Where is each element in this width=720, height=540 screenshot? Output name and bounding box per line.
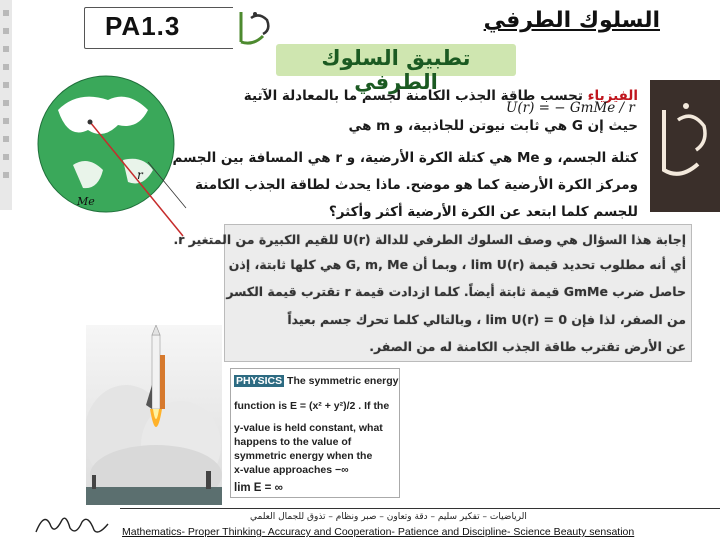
english-answer: lim E = ∞ <box>234 482 283 494</box>
english-line-1 <box>234 375 399 387</box>
lesson-code: PA1.3 <box>105 11 181 41</box>
english-line-6: x-value approaches −∞ <box>234 464 349 476</box>
english-physics-tag: PHYSICS <box>236 375 283 387</box>
topic-title: السلوك الطرفي <box>483 8 660 33</box>
footer-rule <box>120 508 720 509</box>
potential-energy-formula: U(r) = − GmMe / r <box>506 100 635 116</box>
shuttle-launch-photo <box>86 325 222 505</box>
problem-line-5: للجسم كلما ابتعد عن الكرة الأرضية أكثر وأكثر؟ <box>328 204 638 220</box>
english-line-1-text: The symmetric energy <box>287 375 399 387</box>
problem-line-1-text: تحسب طاقة الجذب الكامنة لجسم ما بالمعادلة الآتية <box>243 88 583 104</box>
answer-line-1: إجابة هذا السؤال هي وصف السلوك الطرفي للدالة U(r) للقيم الكبيرة من المتغير r. <box>173 232 686 247</box>
answer-line-3: حاصل ضرب GmMe قيمة ثابتة أيضاً. كلما ازدادت قيمة r تقترب قيمة الكسر <box>226 284 686 299</box>
english-line-4: happens to the value of <box>234 436 352 448</box>
problem-line-3: كتلة الجسم، و Me هي كتلة الكرة الأرضية، و r هي المسافة بين الجسم <box>172 150 638 166</box>
iqraa-side-logo <box>650 80 720 212</box>
answer-line-2: أي أنه مطلوب تحديد قيمة lim U(r) ، وبما أن G, m, Me هي كلها ثابتة، إذن <box>228 257 686 272</box>
answer-line-4: من الصفر، لذا فإن lim U(r) = 0 ، وبالتالي كلما تحرك جسم بعيداً <box>287 312 686 327</box>
footer-arabic-values: الرياضيات – تفكير سليم – دقة وتعاون – صبر ونظام – تذوق للجمال العلمي <box>250 512 527 522</box>
footer-english-values: Mathematics- Proper Thinking- Accuracy and Cooperation- Patience and Discipline- Science Beauty sensation <box>122 526 635 538</box>
answer-line-5: عن الأرض تقترب طاقة الجذب الكامنة له من الصفر. <box>369 339 686 354</box>
problem-line-4: ومركز الكرة الأرضية كما هو موضح. ماذا يحدث لطاقة الجذب الكامنة <box>195 177 638 193</box>
problem-line-2: حيث إن G هي ثابت نيوتن للجاذبية، و m هي <box>348 118 638 134</box>
physics-tag: الفيزياء <box>587 88 638 104</box>
section-title: تطبيق السلوك الطرفي <box>321 46 471 94</box>
english-line-5: symmetric energy when the <box>234 450 373 462</box>
signature-mark <box>32 510 112 540</box>
distance-label: r <box>137 168 143 182</box>
decorative-stripe <box>0 0 12 210</box>
english-line-2: function is E = (x² + y²)/2 . If the <box>234 400 390 412</box>
earth-diagram <box>18 70 193 240</box>
english-line-3: y-value is held constant, what <box>234 422 383 434</box>
earth-mass-label: Me <box>77 195 95 208</box>
iqraa-logo <box>233 6 277 50</box>
